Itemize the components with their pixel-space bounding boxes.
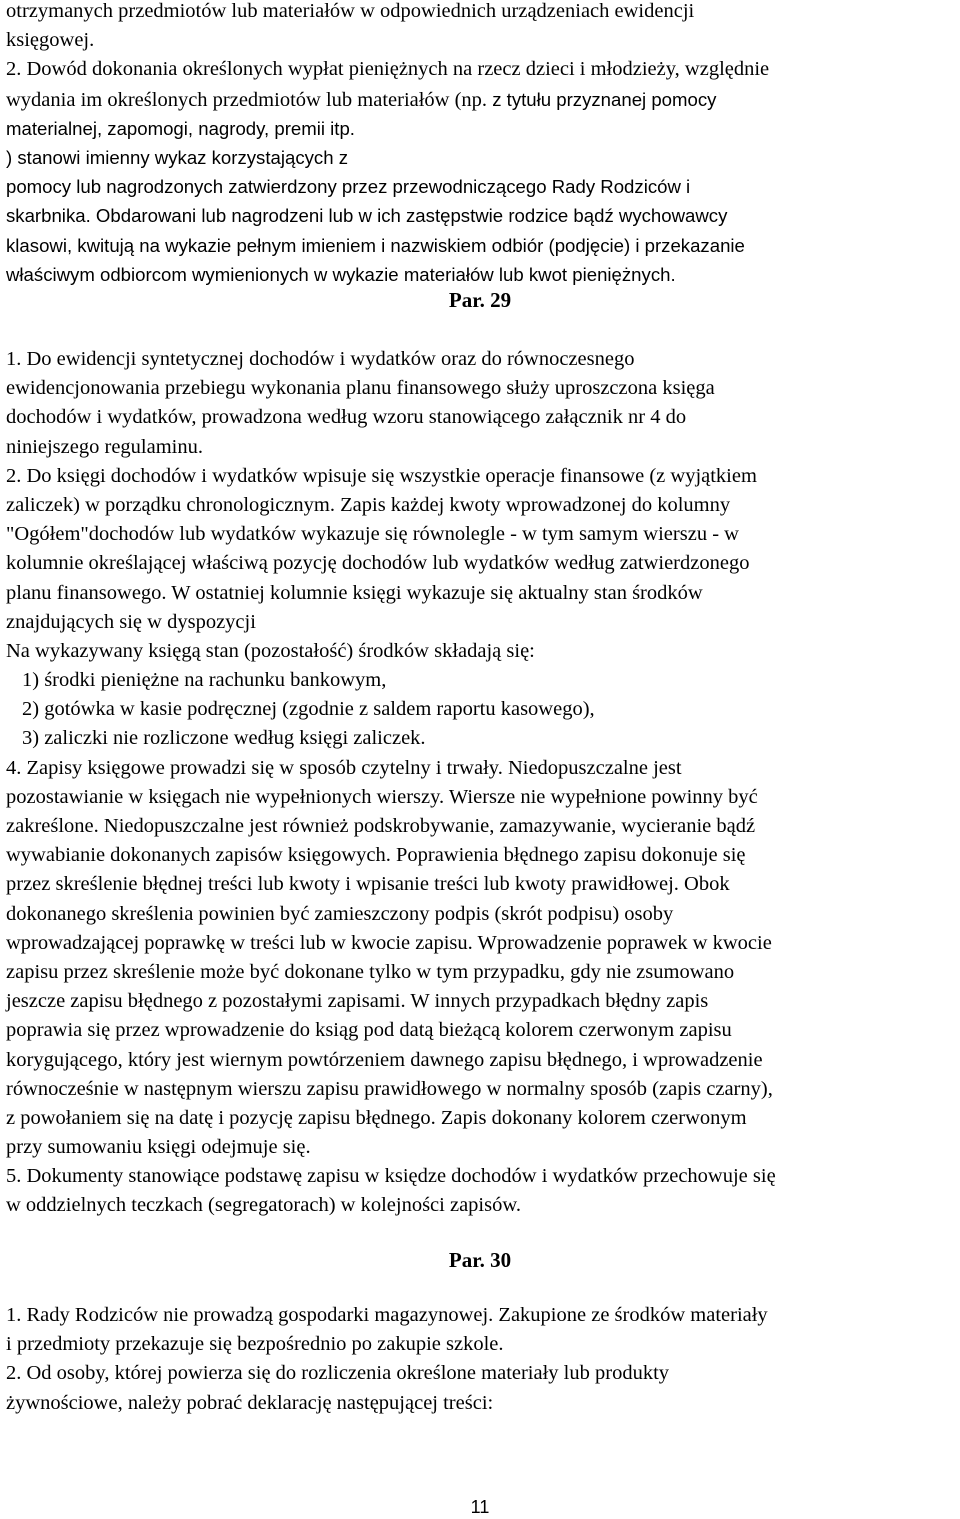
text-line (6, 1016, 776, 1045)
text-segment: z powołaniem się na datę i pozycję zapisu błędnego. Zapis dokonany kolorem czerwonym (6, 1106, 747, 1129)
text-segment: Na wykazywany księgą stan (pozostałość) środków składają się: (6, 639, 535, 662)
text-segment: w oddzielnych teczkach (segregatorach) w kolejności zapisów. (6, 1194, 521, 1217)
text-line (6, 1162, 776, 1191)
section-continuation-text (6, 0, 769, 289)
text-segment: zakreślone. Niedopuszczalne jest również podskrobywanie, zamazywanie, wycieranie bądź (6, 815, 756, 837)
text-segment: klasowi, kwitują na wykazie pełnym imieniem i nazwiskiem odbiór (podjęcie) i przekazanie (6, 234, 745, 256)
text-line (6, 260, 769, 289)
text-segment: dochodów i wydatków, prowadzona według wzoru stanowiącego załącznik nr 4 do (6, 406, 687, 429)
text-segment: zaliczek) w porządku chronologicznym. Zapis każdej kwoty wprowadzonej do kolumny (6, 493, 731, 516)
text-segment: i przedmioty przekazuje się bezpośrednio po zakupie szkole. (6, 1333, 504, 1356)
text-segment: 2) gotówka w kasie podręcznej (zgodnie z saldem raportu kasowego), (22, 698, 595, 721)
text-line (6, 201, 769, 230)
text-line (6, 1330, 768, 1359)
text-line (6, 1104, 776, 1133)
text-segment: ewidencjonowania przebiegu wykonania planu finansowego służy uproszczona księga (6, 377, 715, 400)
text-line (6, 114, 769, 143)
text-segment: wprowadzającej poprawkę w treści lub w kwocie zapisu. Wprowadzenie poprawek w kwocie (6, 931, 772, 954)
text-line (6, 374, 776, 403)
text-segment: księgowej. (6, 29, 95, 52)
page-number: 11 (470, 1497, 490, 1517)
text-line (6, 345, 776, 374)
text-line (6, 26, 769, 55)
text-line (6, 1191, 776, 1220)
heading-par-30: Par. 30 (448, 1248, 512, 1272)
text-line (6, 403, 776, 432)
text-line (6, 1075, 776, 1104)
text-segment: z tytułu przyznanej pomocy (492, 88, 717, 110)
text-segment: pomocy lub nagrodzonych zatwierdzony przez przewodniczącego Rady Rodziców i (6, 176, 691, 198)
text-line (6, 637, 776, 666)
text-line (6, 900, 776, 929)
text-segment: 2. Dowód dokonania określonych wypłat pieniężnych na rzecz dzieci i młodzieży, względnie (6, 58, 770, 81)
text-segment: zapisu przez skreślenie może być dokonane tylko w tym przypadku, gdy nie zsumowano (6, 960, 735, 983)
text-line (6, 1359, 768, 1388)
text-segment: wydania im określonych przedmiotów lub materiałów (np. (6, 88, 493, 111)
text-segment: 5. Dokumenty stanowiące podstawę zapisu w księdze dochodów i wydatków przechowuje się (6, 1165, 776, 1188)
text-segment: dokonanego skreślenia powinien być zamieszczony podpis (skrót podpisu) osoby (6, 902, 674, 925)
text-line (6, 841, 776, 870)
text-line (6, 491, 776, 520)
text-segment: materialnej, zapomogi, nagrody, premii itp. (6, 117, 355, 139)
text-segment: skarbnika. (6, 205, 96, 227)
text-segment: przy sumowaniu księgi odejmuje się. (6, 1136, 311, 1159)
text-line (6, 231, 769, 260)
text-segment: przez skreślenie błędnej treści lub kwoty i wpisanie treści lub kwoty prawidłowej. Obok (6, 873, 730, 896)
text-line (6, 754, 776, 783)
section-par-30-text (6, 1301, 768, 1418)
text-line (6, 549, 776, 578)
text-line (6, 783, 776, 812)
text-segment: kolumnie określającej właściwą pozycję dochodów lub wydatków według zatwierdzonego (6, 552, 750, 575)
text-segment: korygującego, który jest wiernym powtórzeniem dawnego zapisu błędnego, i wprowadzenie (6, 1048, 763, 1071)
text-segment: 1) środki pieniężne na rachunku bankowym, (22, 669, 387, 692)
text-segment: 1. Do ewidencji syntetycznej dochodów i wydatków oraz do równoczesnego (6, 348, 635, 370)
text-line (6, 608, 776, 637)
text-line (6, 462, 776, 491)
text-segment: 1. Rady Rodziców nie prowadzą gospodarki magazynowej. Zakupione ze środków materiały (6, 1304, 768, 1326)
text-segment: Obdarowani lub nagrodzeni lub w ich zastępstwie rodzice bądź wychowawcy (95, 205, 728, 227)
text-line (6, 1301, 768, 1330)
text-line (6, 1389, 768, 1418)
section-par-29-text (6, 345, 776, 1221)
text-line (6, 987, 776, 1016)
text-segment: "Ogółem"dochodów lub wydatków wykazuje się równolegle - w tym samym wierszu - w (6, 523, 739, 546)
text-segment: wywabianie dokonanych zapisów księgowych. Poprawienia błędnego zapisu dokonuje się (6, 844, 746, 867)
text-line (6, 724, 776, 753)
text-segment: planu finansowego. W ostatniej kolumnie księgi wykazuje się aktualny stan środków (6, 581, 703, 604)
text-segment: jeszcze zapisu błędnego z pozostałymi zapisami. W innych przypadkach błędny zapis (6, 990, 709, 1013)
text-segment: właściwym odbiorcom wymienionych w wykazie materiałów lub kwot pieniężnych. (6, 263, 676, 285)
text-line (6, 85, 769, 114)
text-segment: niniejszego regulaminu. (6, 435, 203, 458)
text-line (6, 0, 769, 26)
text-line (6, 579, 776, 608)
text-line (6, 143, 769, 172)
text-segment: 4. Zapisy księgowe prowadzi się w sposób czytelny i trwały. Niedopuszczalne jest (6, 756, 682, 779)
text-line (6, 812, 776, 841)
text-segment: otrzymanych przedmiotów lub materiałów w odpowiednich urządzeniach ewidencji (6, 0, 695, 22)
text-line (6, 666, 776, 695)
text-line (6, 520, 776, 549)
text-segment: żywnościowe, należy pobrać deklarację następującej treści: (6, 1391, 494, 1414)
text-segment: 3) zaliczki nie rozliczone według księgi zaliczek. (22, 727, 426, 750)
text-segment: poprawia się przez wprowadzenie do ksiąg pod datą bieżącą kolorem czerwonym zapisu (6, 1019, 732, 1042)
text-line (6, 929, 776, 958)
text-segment: równocześnie w następnym wierszu zapisu prawidłowego w normalny sposób (zapis czarny), (6, 1077, 773, 1100)
text-line (6, 55, 769, 84)
heading-par-29: Par. 29 (448, 288, 512, 312)
text-line (6, 172, 769, 201)
text-line (6, 433, 776, 462)
text-line (6, 695, 776, 724)
text-segment: 2. Od osoby, której powierza się do rozliczenia określone materiały lub produkty (6, 1362, 670, 1385)
text-line (6, 870, 776, 899)
text-segment: znajdujących się w dyspozycji (6, 610, 256, 633)
text-line (6, 1133, 776, 1162)
text-segment: 2. Do księgi dochodów i wydatków wpisuje się wszystkie operacje finansowe (z wyjątkiem (6, 464, 757, 487)
text-line (6, 1046, 776, 1075)
text-segment: pozostawianie w księgach nie wypełnionych wierszy. Wiersze nie wypełnione powinny być (6, 785, 758, 808)
text-line (6, 958, 776, 987)
text-segment: ) stanowi imienny wykaz korzystających z (6, 146, 349, 168)
